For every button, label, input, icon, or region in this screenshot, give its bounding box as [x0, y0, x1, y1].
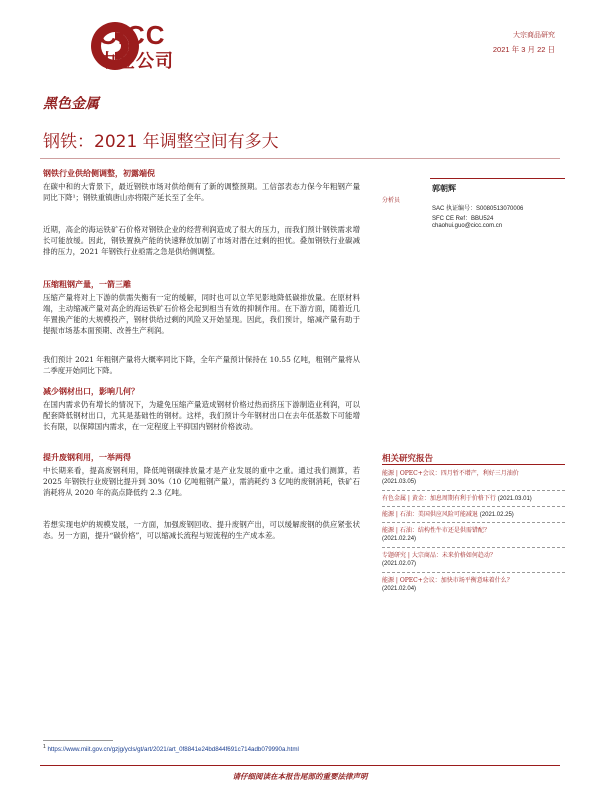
related-item[interactable]: [382, 469, 565, 487]
related-item-title[interactable]: 能源 | 石油：美国供应风险可能减退 (2021.02.25): [382, 511, 514, 518]
logo-text-en: CICC: [98, 20, 166, 50]
related-separator: [382, 490, 565, 491]
related-item-title[interactable]: 能源 | OPEC+会议：加快市场平衡意味着什么？: [382, 577, 513, 584]
related-item-date: (2021.02.24): [382, 536, 417, 542]
analyst-email[interactable]: chaohui.guo@cicc.com.cn: [432, 223, 503, 229]
related-item[interactable]: [382, 551, 565, 569]
footnote[interactable]: [43, 744, 299, 753]
analyst-name: 郭朝辉: [432, 183, 456, 193]
paragraph: 在碳中和的大背景下，最近钢铁市场对供给侧有了新的调整预期。工信部表态力保今年粗钢产量同比下降¹；钢铁重镇唐山亦将限产延长至了全年。: [43, 182, 360, 202]
logo-text-cn: 中金公司: [98, 51, 174, 72]
related-item[interactable]: [382, 510, 565, 520]
related-item[interactable]: [382, 494, 565, 504]
analyst-sac: SAC 执证编号：S0080513070006: [432, 206, 524, 212]
paragraph: 压缩产量将对上下游的供需失衡有一定的缓解，同时也可以立竿见影地降低碳排放量。在原材料端，主动缩减产量对高企的海运铁矿石价格会起到相当有效的抑制作用。在下游方面，随着近几年置换产能的大规模投产，钢材供给过剩的风险又开始显现。因此，我们预计，缩减产量有助于提振市场基本面预期、改善生产利润。: [43, 293, 360, 335]
section-heading: 压缩粗钢产量，一箭三雕: [43, 279, 131, 289]
legal-disclaimer: 请仔细阅读在本报告尾部的重要法律声明: [232, 772, 368, 781]
page-title: 钢铁：2021 年调整空间有多大: [43, 132, 279, 152]
related-item-date: (2021.02.04): [382, 586, 417, 592]
related-item-date: (2021.03.05): [382, 479, 417, 485]
footer-divider: [40, 765, 560, 766]
section-heading: 减少钢材出口，影响几何？: [43, 386, 139, 396]
related-separator: [382, 572, 565, 573]
analyst-divider: [430, 178, 565, 179]
related-item[interactable]: [382, 576, 565, 594]
related-item-title[interactable]: 有色金属 | 黄金：加息周期有利于价格下行 (2021.03.01): [382, 495, 532, 502]
report-type: 大宗商品研究: [513, 31, 555, 39]
related-separator: [382, 547, 565, 548]
related-item-title[interactable]: 能源 | OPEC+会议：四月暂不增产，利好三月油价: [382, 470, 519, 477]
section-heading: 钢铁行业供给侧调整，初露端倪: [43, 168, 155, 178]
related-title: 相关研究报告: [382, 454, 434, 464]
footnote-divider: [43, 740, 113, 741]
footnote-link[interactable]: https://www.miit.gov.cn/gzjg/ycls/gt/art/2021/art_0f8841e24bd844f691c714adb079990a.html: [47, 746, 299, 754]
category-label: 黑色金属: [43, 96, 99, 112]
paragraph: 中长期来看，提高废钢利用，降低吨钢碳排放量才是产业发展的重中之重。通过我们测算，若 2025 年钢铁行业废钢比提升到 30%（10 亿吨粗钢产量），需消耗约 3 亿吨的废钢消耗，铁矿石消耗将从 2020 年的高点降低约 2.3 亿吨。: [43, 466, 360, 497]
paragraph: 若想实现电炉的规模发展，一方面，加强废钢回收、提升废钢产出，可以缓解废钢的供应紧张状态。另一方面，提升“碳价格”，可以缩减长流程与短流程的生产成本差。: [43, 520, 360, 540]
related-separator: [382, 522, 565, 523]
paragraph: 近期，高企的海运铁矿石价格对钢铁企业的经营利润造成了很大的压力，而我们预计钢铁需求增长可能放缓。因此，钢铁置换产能的快速释放加剧了市场对潜在过剩的担忧。叠加钢铁行业碳减排的压力，2021 年钢铁行业亟需之急是供给侧调整。: [43, 225, 360, 256]
related-item-title[interactable]: 专题研究 | 大宗商品：未来价格如何趋动？: [382, 552, 496, 559]
paragraph: 在国内需求仍有增长的情况下，为避免压缩产量造成钢材价格过热而挤压下游制造业利润，可以配套降低钢材出口，尤其是基础性的钢材。这样，我们预计今年钢材出口在去年低基数下可能增长有限，以保障国内需求，在一定程度上平抑国内钢材价格波动。: [43, 400, 360, 431]
report-date: 2021 年 3 月 22 日: [492, 45, 555, 54]
header-divider: [40, 158, 560, 159]
section-heading: 提升废钢利用，一举两得: [43, 452, 131, 462]
related-divider: [382, 464, 565, 465]
related-item-date: (2021.02.07): [382, 561, 417, 567]
footnote-mark: 1: [43, 744, 46, 750]
analyst-label: 分析员: [382, 197, 401, 204]
analyst-sfc: SFC CE Ref：BBU524: [432, 216, 494, 222]
paragraph: 我们预计 2021 年粗钢产量将大概率同比下降，全年产量预计保持在 10.55 亿吨，粗钢产量将从二季度开始同比下降。: [43, 355, 360, 375]
related-separator: [382, 506, 565, 507]
related-item[interactable]: [382, 526, 565, 544]
related-item-title[interactable]: 能源 | 石油：结构性牛市还是供需错配？: [382, 527, 490, 534]
